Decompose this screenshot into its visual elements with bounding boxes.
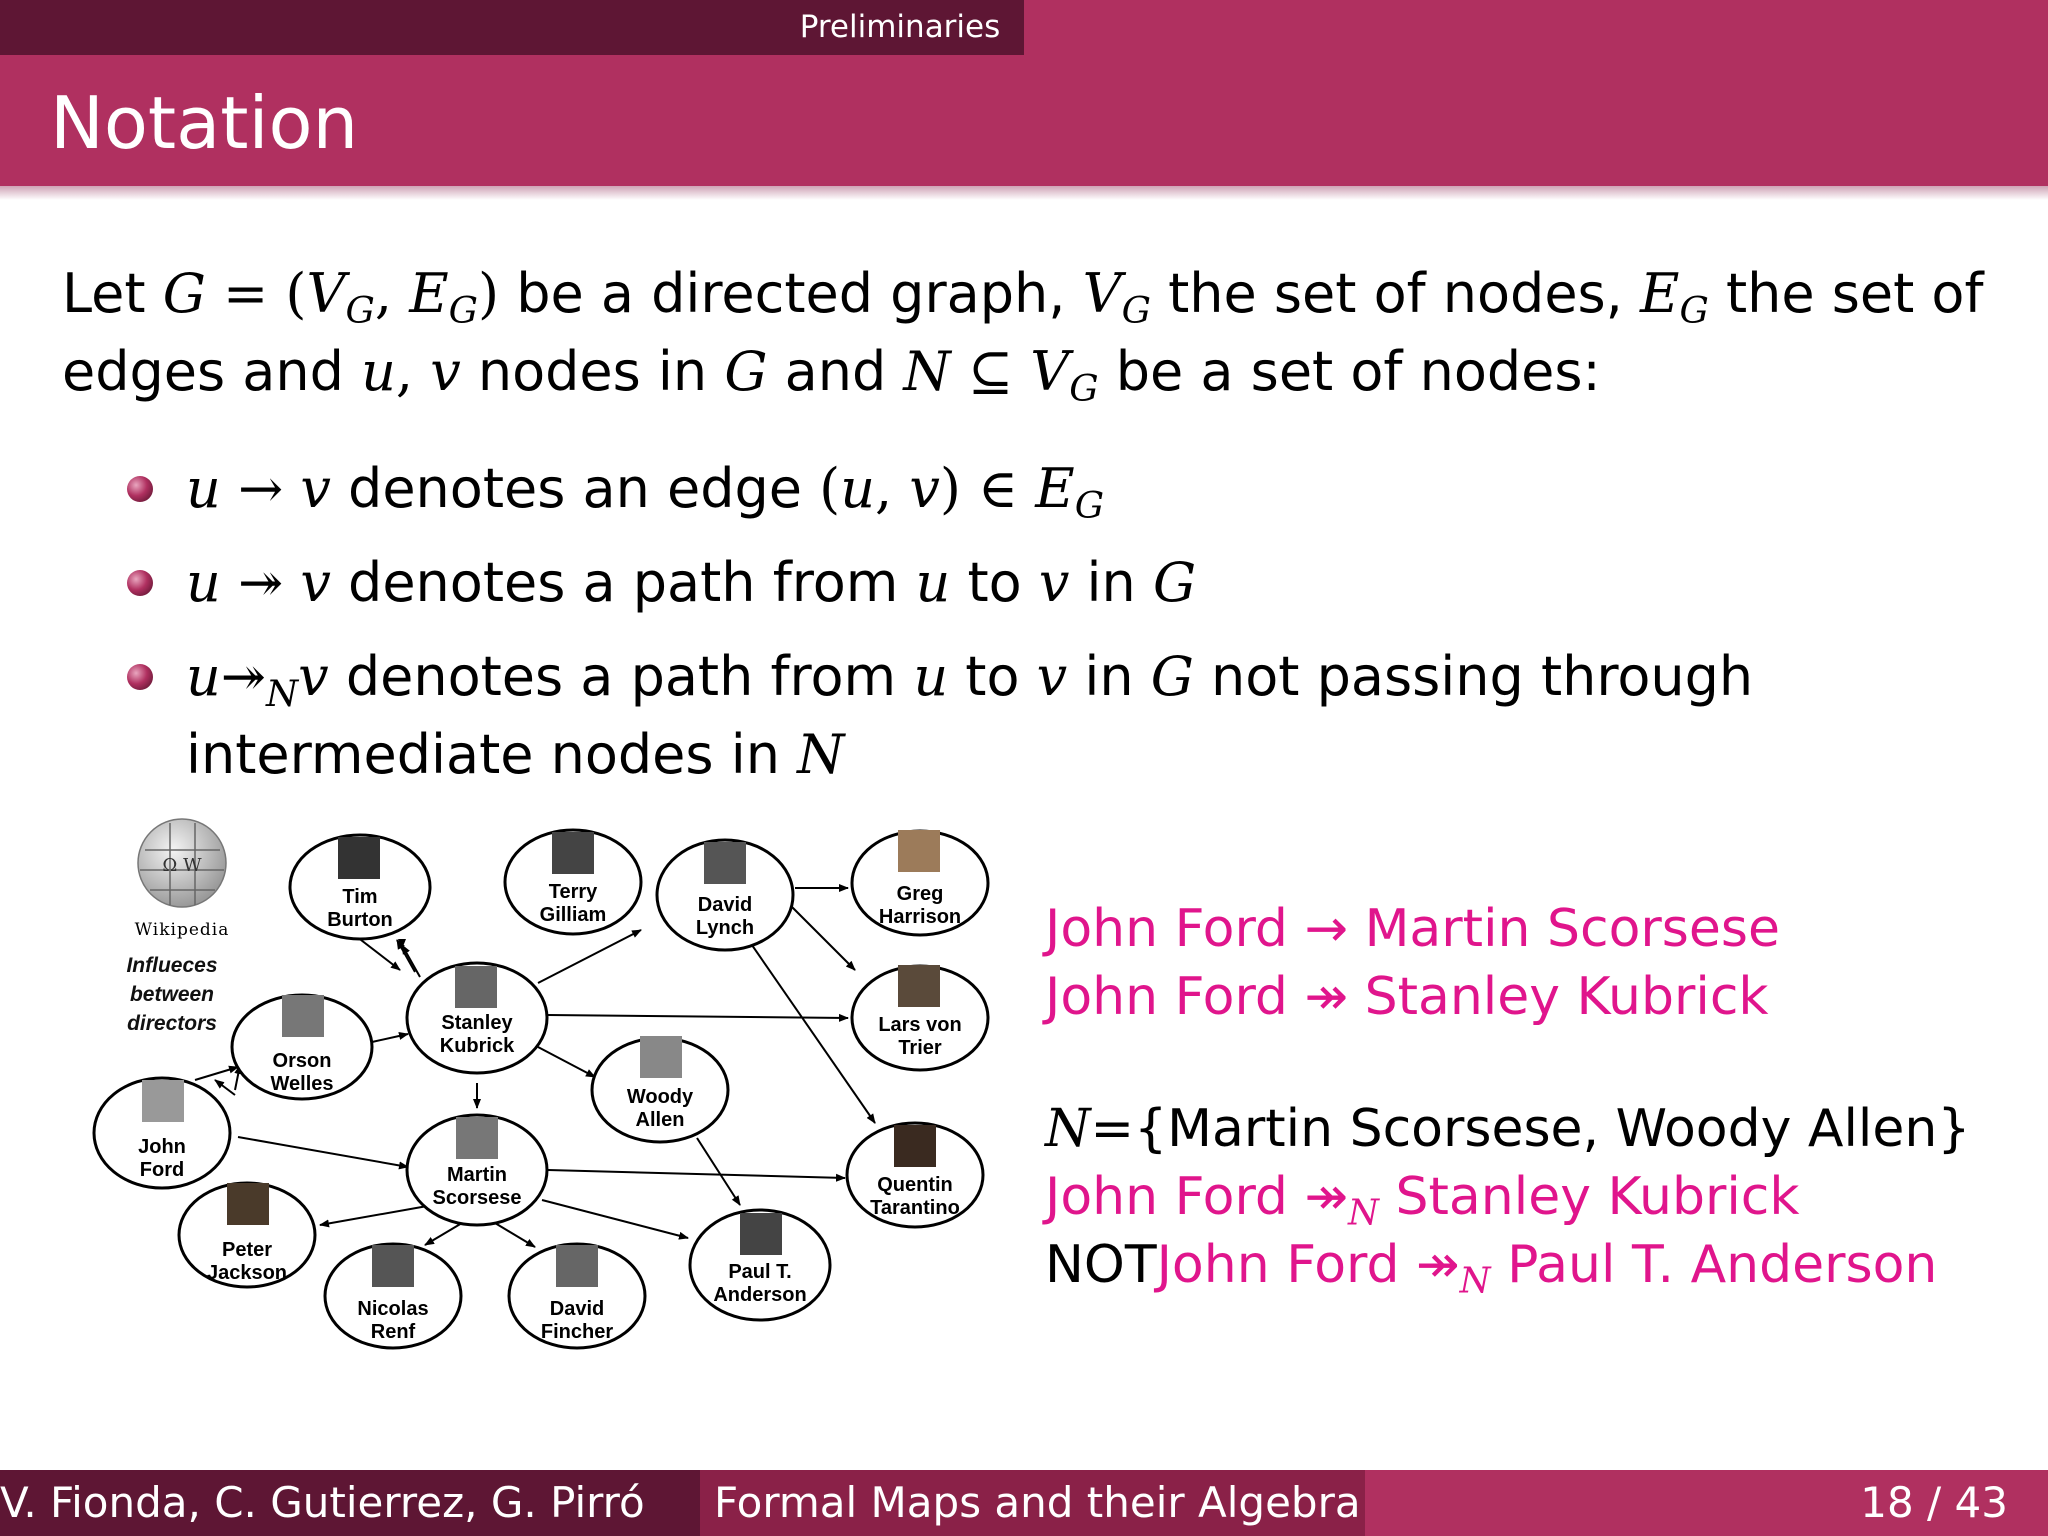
- node-label: Martin: [447, 1164, 507, 1186]
- caption-line: directors: [127, 1012, 217, 1035]
- node-label: David: [549, 1298, 605, 1320]
- bullet-text: not passing through: [1193, 645, 1754, 708]
- bullet-text: to: [948, 645, 1037, 708]
- edge: [425, 1223, 462, 1245]
- node-label: Nicolas: [357, 1298, 429, 1320]
- node-label: Renf: [370, 1321, 416, 1343]
- svg-text:Ω W: Ω W: [162, 855, 202, 876]
- example-n-set: N={Martin Scorsese, Woody Allen}: [1045, 1099, 1971, 1159]
- node-label: Kubrick: [439, 1035, 515, 1057]
- bullet-edge: u → v denotes an edge (u, v) ∈ $E_G$: [130, 450, 2010, 528]
- bullet-text: denotes a path from: [330, 551, 916, 614]
- node-label: Lynch: [695, 917, 755, 939]
- frame-title: Notation: [50, 81, 359, 165]
- node-woody-allen[interactable]: [592, 1036, 728, 1142]
- node-label: Anderson: [713, 1284, 807, 1306]
- node-terry-gilliam[interactable]: [505, 830, 641, 934]
- node-label: Orson: [272, 1050, 332, 1072]
- node-label: Gilliam: [539, 904, 607, 926]
- intro-text: be a directed graph,: [499, 262, 1083, 325]
- bullet-path: u ↠ v denotes a path from u to v in G: [130, 544, 2010, 622]
- node-tim-burton[interactable]: [290, 835, 430, 939]
- node-label: Greg: [896, 883, 944, 905]
- intro-text: the set of nodes,: [1150, 262, 1641, 325]
- node-label: Tim: [342, 886, 378, 908]
- node-label: Ford: [139, 1159, 185, 1181]
- intro-text: edges and: [62, 340, 362, 403]
- node-label: Welles: [270, 1073, 334, 1095]
- wikipedia-wordmark: Wikipedia: [134, 920, 230, 940]
- caption-line: Influeces: [126, 954, 218, 977]
- example-edge: John Ford → Martin Scorsese: [1045, 899, 1780, 959]
- intro-text: and: [767, 340, 904, 403]
- page-number: 18 / 43: [1860, 1478, 2008, 1527]
- node-orson-welles[interactable]: [232, 995, 372, 1099]
- bullet-path-n: $u↠_Nv$ denotes a path from u to v in G not passing through intermediate nodes in N: [130, 638, 2010, 794]
- bullet-text: in: [1069, 551, 1153, 614]
- edge: [215, 1080, 235, 1095]
- node-paul-t-anderson[interactable]: [690, 1210, 830, 1320]
- footer: [0, 1470, 2048, 1536]
- example-text: John Ford ↠: [1045, 1167, 1349, 1227]
- node-label: Stanley: [441, 1012, 513, 1034]
- node-label: Allen: [635, 1109, 685, 1131]
- edge: [538, 1047, 595, 1077]
- node-label: Jackson: [206, 1262, 288, 1284]
- node-quentin-tarantino[interactable]: [847, 1123, 983, 1227]
- edge: [697, 1138, 740, 1205]
- edge: [320, 1205, 433, 1225]
- example-text: John Ford ↠: [1156, 1235, 1460, 1295]
- edge: [238, 1137, 408, 1167]
- node-label: Fincher: [540, 1321, 614, 1343]
- node-label: Lars von: [878, 1014, 962, 1036]
- section-label[interactable]: Preliminaries: [799, 9, 1001, 45]
- node-greg-harrison[interactable]: [852, 830, 988, 935]
- intro-text: Let: [62, 262, 163, 325]
- edge: [542, 1200, 688, 1238]
- title-shadow: [0, 186, 2048, 200]
- n-set-text: ={Martin Scorsese, Woody Allen}: [1090, 1099, 1971, 1159]
- bullet-text: in: [1067, 645, 1151, 708]
- node-john-ford[interactable]: [94, 1078, 230, 1188]
- intro-text: be a set of nodes:: [1098, 340, 1601, 403]
- not-text: NOT: [1045, 1235, 1157, 1295]
- node-lars-von-trier[interactable]: [852, 965, 988, 1070]
- node-label: Tarantino: [870, 1197, 960, 1219]
- node-peter-jackson[interactable]: [179, 1183, 315, 1287]
- edge: [402, 945, 420, 977]
- path-examples: [1045, 895, 1971, 1302]
- intro-text: the set of: [1708, 262, 1984, 325]
- talk-title-text: Formal Maps and their Algebra: [714, 1478, 1361, 1527]
- node-label: Terry: [548, 881, 598, 903]
- node-label: Scorsese: [432, 1187, 522, 1209]
- edge: [538, 930, 641, 983]
- example-path: John Ford ↠ Stanley Kubrick: [1045, 967, 1769, 1027]
- edge: [548, 1170, 845, 1178]
- edge: [397, 940, 415, 972]
- node-stanley-kubrick[interactable]: [407, 963, 547, 1073]
- node-label: Harrison: [878, 906, 962, 928]
- bullet-icon: [127, 476, 153, 502]
- intro-paragraph: Let $G = (V_G$, $E_G$) be a directed graph, $V_G$ the set of nodes, $E_G$ the set of edges and u, v nodes in G and N ⊆ $V_G$ be a set of nodes:: [62, 262, 1984, 411]
- node-martin-scorsese[interactable]: [407, 1115, 547, 1225]
- bullet-text: denotes an edge: [330, 457, 820, 520]
- node-david-lynch[interactable]: [657, 840, 793, 950]
- graph-caption: [126, 954, 217, 1035]
- footer-authors: V. Fionda, C. Gutierrez, G. Pirró: [0, 1470, 700, 1536]
- node-label: Burton: [327, 909, 393, 931]
- edge: [372, 1034, 408, 1042]
- bullet-icon: [127, 570, 153, 596]
- node-david-fincher[interactable]: [509, 1244, 645, 1348]
- node-label: John: [138, 1136, 186, 1158]
- node-label: David: [697, 894, 753, 916]
- footer-page: [1365, 1470, 2048, 1536]
- intro-text: nodes in: [460, 340, 725, 403]
- director-influence-graph: [90, 815, 1010, 1375]
- bullet-text: intermediate nodes in: [186, 723, 798, 786]
- edge: [195, 1067, 238, 1080]
- section-bar-right: [1024, 0, 2048, 55]
- edge: [495, 1223, 535, 1247]
- bullet-icon: [127, 664, 153, 690]
- bullet-text: to: [950, 551, 1039, 614]
- node-nicolas-renf[interactable]: [325, 1244, 461, 1348]
- example-text: Paul T. Anderson: [1490, 1235, 1938, 1295]
- node-label: Peter: [221, 1239, 273, 1261]
- edge: [790, 905, 855, 970]
- bullet-text: denotes a path from: [328, 645, 914, 708]
- bullet-list: [130, 450, 2010, 810]
- node-label: Paul T.: [728, 1261, 792, 1283]
- node-label: Trier: [898, 1037, 942, 1059]
- node-label: Woody: [626, 1086, 694, 1108]
- footer-talk-title: [700, 1470, 1365, 1536]
- example-not-path-n: NOTJohn Ford $↠_N$ Paul T. Anderson: [1045, 1235, 1938, 1302]
- caption-line: between: [129, 983, 215, 1006]
- wikipedia-logo-icon: [138, 819, 226, 907]
- example-path-n: John Ford $↠_N$ Stanley Kubrick: [1045, 1167, 1800, 1234]
- example-text: Stanley Kubrick: [1379, 1167, 1800, 1227]
- node-label: Quentin: [877, 1174, 953, 1196]
